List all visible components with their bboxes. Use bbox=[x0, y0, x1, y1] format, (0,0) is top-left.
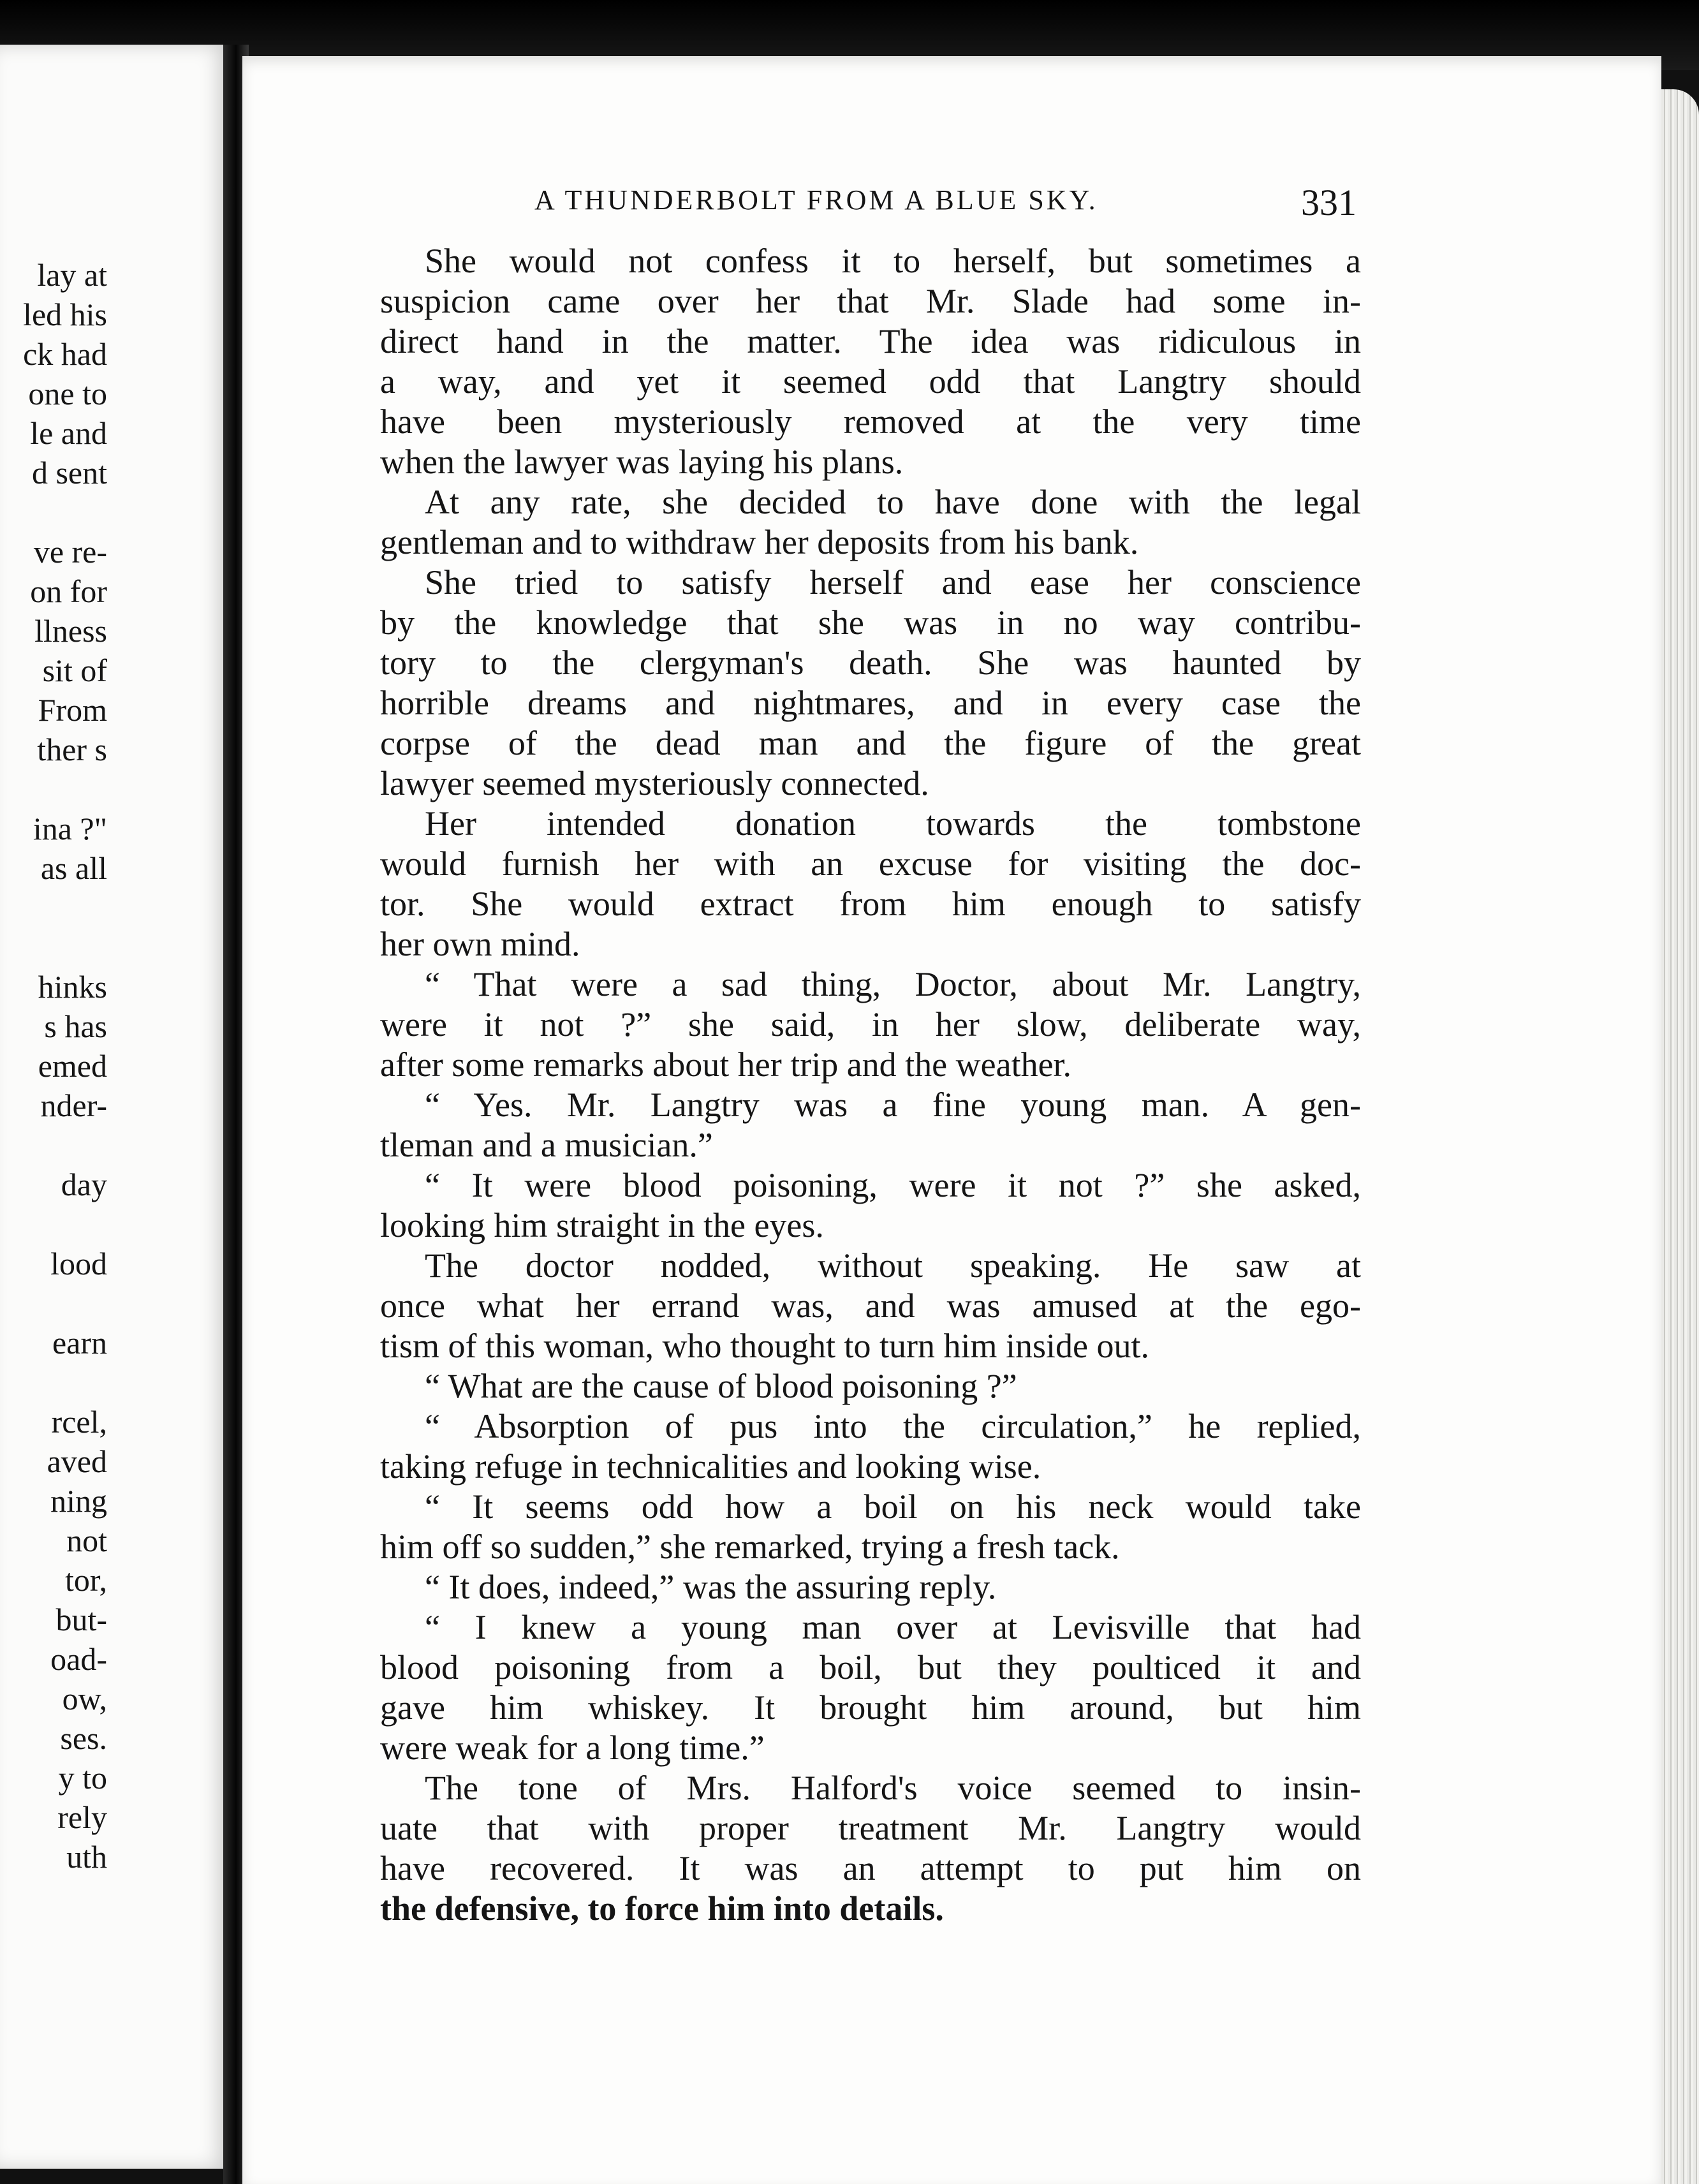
text-line: tleman and a musician.” bbox=[380, 1126, 713, 1164]
text-line: tor. She would extract from him enough to satisfy bbox=[380, 885, 1361, 923]
text-line: At any rate, she decided to have done with the legal bbox=[425, 483, 1361, 521]
facing-page-line: ther s bbox=[37, 732, 107, 767]
facing-page-line: rely bbox=[57, 1799, 107, 1835]
body-text bbox=[380, 241, 1361, 1929]
text-line: “ It does, indeed,” was the assuring reply. bbox=[425, 1568, 997, 1606]
text-line: “ Yes. Mr. Langtry was a fine young man. A gen- bbox=[425, 1086, 1361, 1124]
text-line: “ It seems odd how a boil on his neck would take bbox=[425, 1487, 1361, 1526]
facing-page-line: oad- bbox=[50, 1641, 107, 1677]
facing-page-line: ning bbox=[50, 1483, 107, 1519]
facing-page-line: emed bbox=[38, 1048, 107, 1084]
text-line: him off so sudden,” she remarked, trying a fresh tack. bbox=[380, 1528, 1120, 1566]
facing-page-line: From bbox=[38, 692, 107, 728]
facing-page-line: aved bbox=[47, 1443, 107, 1479]
text-line: uate that with proper treatment Mr. Langtry would bbox=[380, 1809, 1361, 1847]
facing-page-line: lood bbox=[50, 1246, 107, 1281]
facing-page-line: on for bbox=[30, 573, 107, 609]
text-line: taking refuge in technicalities and looking wise. bbox=[380, 1447, 1041, 1486]
page-edges bbox=[1661, 89, 1699, 2184]
text-line: gave him whiskey. It brought him around, but him bbox=[380, 1688, 1361, 1727]
page-number: 331 bbox=[1301, 182, 1357, 223]
facing-page-line: tor, bbox=[64, 1562, 107, 1598]
text-line: by the knowledge that she was in no way contribu- bbox=[380, 603, 1361, 642]
text-line: have recovered. It was an attempt to put him on bbox=[380, 1849, 1361, 1887]
facing-page-left bbox=[0, 45, 230, 2169]
facing-page-line: earn bbox=[52, 1325, 107, 1361]
text-line: when the lawyer was laying his plans. bbox=[380, 443, 904, 481]
facing-page-line: led his bbox=[23, 297, 107, 332]
text-line: suspicion came over her that Mr. Slade had some in- bbox=[380, 282, 1361, 320]
text-line: She would not confess it to herself, but sometimes a bbox=[425, 242, 1361, 280]
text-line: have been mysteriously removed at the very time bbox=[380, 402, 1361, 441]
text-line: tory to the clergyman's death. She was haunted by bbox=[380, 644, 1361, 682]
facing-page-line: lay at bbox=[37, 257, 107, 293]
text-line: “ Absorption of pus into the circulation,” he replied, bbox=[425, 1407, 1361, 1445]
text-line: her own mind. bbox=[380, 925, 580, 963]
facing-page-line: le and bbox=[30, 415, 107, 451]
facing-page-line: ck had bbox=[23, 336, 107, 372]
facing-page-line: d sent bbox=[31, 455, 107, 491]
text-line: “ What are the cause of blood poisoning ?” bbox=[425, 1367, 1017, 1405]
facing-page-line: s has bbox=[44, 1008, 107, 1044]
text-line: the defensive, to force him into details. bbox=[380, 1889, 944, 1928]
text-line: blood poisoning from a boil, but they poulticed it and bbox=[380, 1648, 1361, 1686]
text-line: looking him straight in the eyes. bbox=[380, 1206, 824, 1244]
text-line: lawyer seemed mysteriously connected. bbox=[380, 764, 929, 802]
facing-page-line: one to bbox=[28, 376, 107, 411]
text-line: The doctor nodded, without speaking. He saw at bbox=[425, 1246, 1361, 1285]
text-line: gentleman and to withdraw her deposits from his bank. bbox=[380, 523, 1139, 561]
text-line: tism of this woman, who thought to turn him inside out. bbox=[380, 1327, 1149, 1365]
facing-page-line: ve re- bbox=[33, 534, 107, 570]
text-line: The tone of Mrs. Halford's voice seemed to insin- bbox=[425, 1769, 1361, 1807]
facing-page-line: hinks bbox=[38, 969, 107, 1005]
text-line: were weak for a long time.” bbox=[380, 1729, 765, 1767]
text-line: “ I knew a young man over at Levisville that had bbox=[425, 1608, 1361, 1646]
facing-page-line: as all bbox=[40, 850, 107, 886]
facing-page-line: nder- bbox=[40, 1088, 107, 1123]
text-line: “ That were a sad thing, Doctor, about Mr. Langtry, bbox=[425, 965, 1361, 1003]
text-line: Her intended donation towards the tombstone bbox=[425, 804, 1361, 843]
text-line: corpse of the dead man and the figure of the great bbox=[380, 724, 1361, 762]
text-line: a way, and yet it seemed odd that Langtry should bbox=[380, 362, 1361, 401]
facing-page-line: day bbox=[61, 1167, 107, 1202]
text-line: horrible dreams and nightmares, and in every case the bbox=[380, 684, 1361, 722]
facing-page-line: y to bbox=[58, 1760, 107, 1796]
text-line: after some remarks about her trip and the weather. bbox=[380, 1045, 1072, 1084]
facing-page-line: but- bbox=[55, 1602, 107, 1637]
text-line: once what her errand was, and was amused at the ego- bbox=[380, 1287, 1361, 1325]
text-line: were it not ?” she said, in her slow, deliberate way, bbox=[380, 1005, 1361, 1044]
facing-page-line: llness bbox=[34, 613, 107, 649]
text-line: would furnish her with an excuse for visiting the doc- bbox=[380, 845, 1361, 883]
facing-page-line: ses. bbox=[60, 1720, 107, 1756]
text-line: “ It were blood poisoning, were it not ?” she asked, bbox=[425, 1166, 1361, 1204]
text-line: direct hand in the matter. The idea was ridiculous in bbox=[380, 322, 1361, 360]
facing-page-line: sit of bbox=[42, 653, 107, 688]
facing-page-line: uth bbox=[66, 1839, 107, 1875]
running-header: A THUNDERBOLT FROM A BLUE SKY. bbox=[534, 184, 1098, 216]
text-line: She tried to satisfy herself and ease her conscience bbox=[425, 563, 1361, 601]
facing-page-line: not bbox=[66, 1523, 107, 1558]
facing-page-line: rcel, bbox=[51, 1404, 107, 1440]
facing-page-line: ow, bbox=[62, 1681, 107, 1716]
facing-page-line: ina ?" bbox=[33, 811, 107, 846]
